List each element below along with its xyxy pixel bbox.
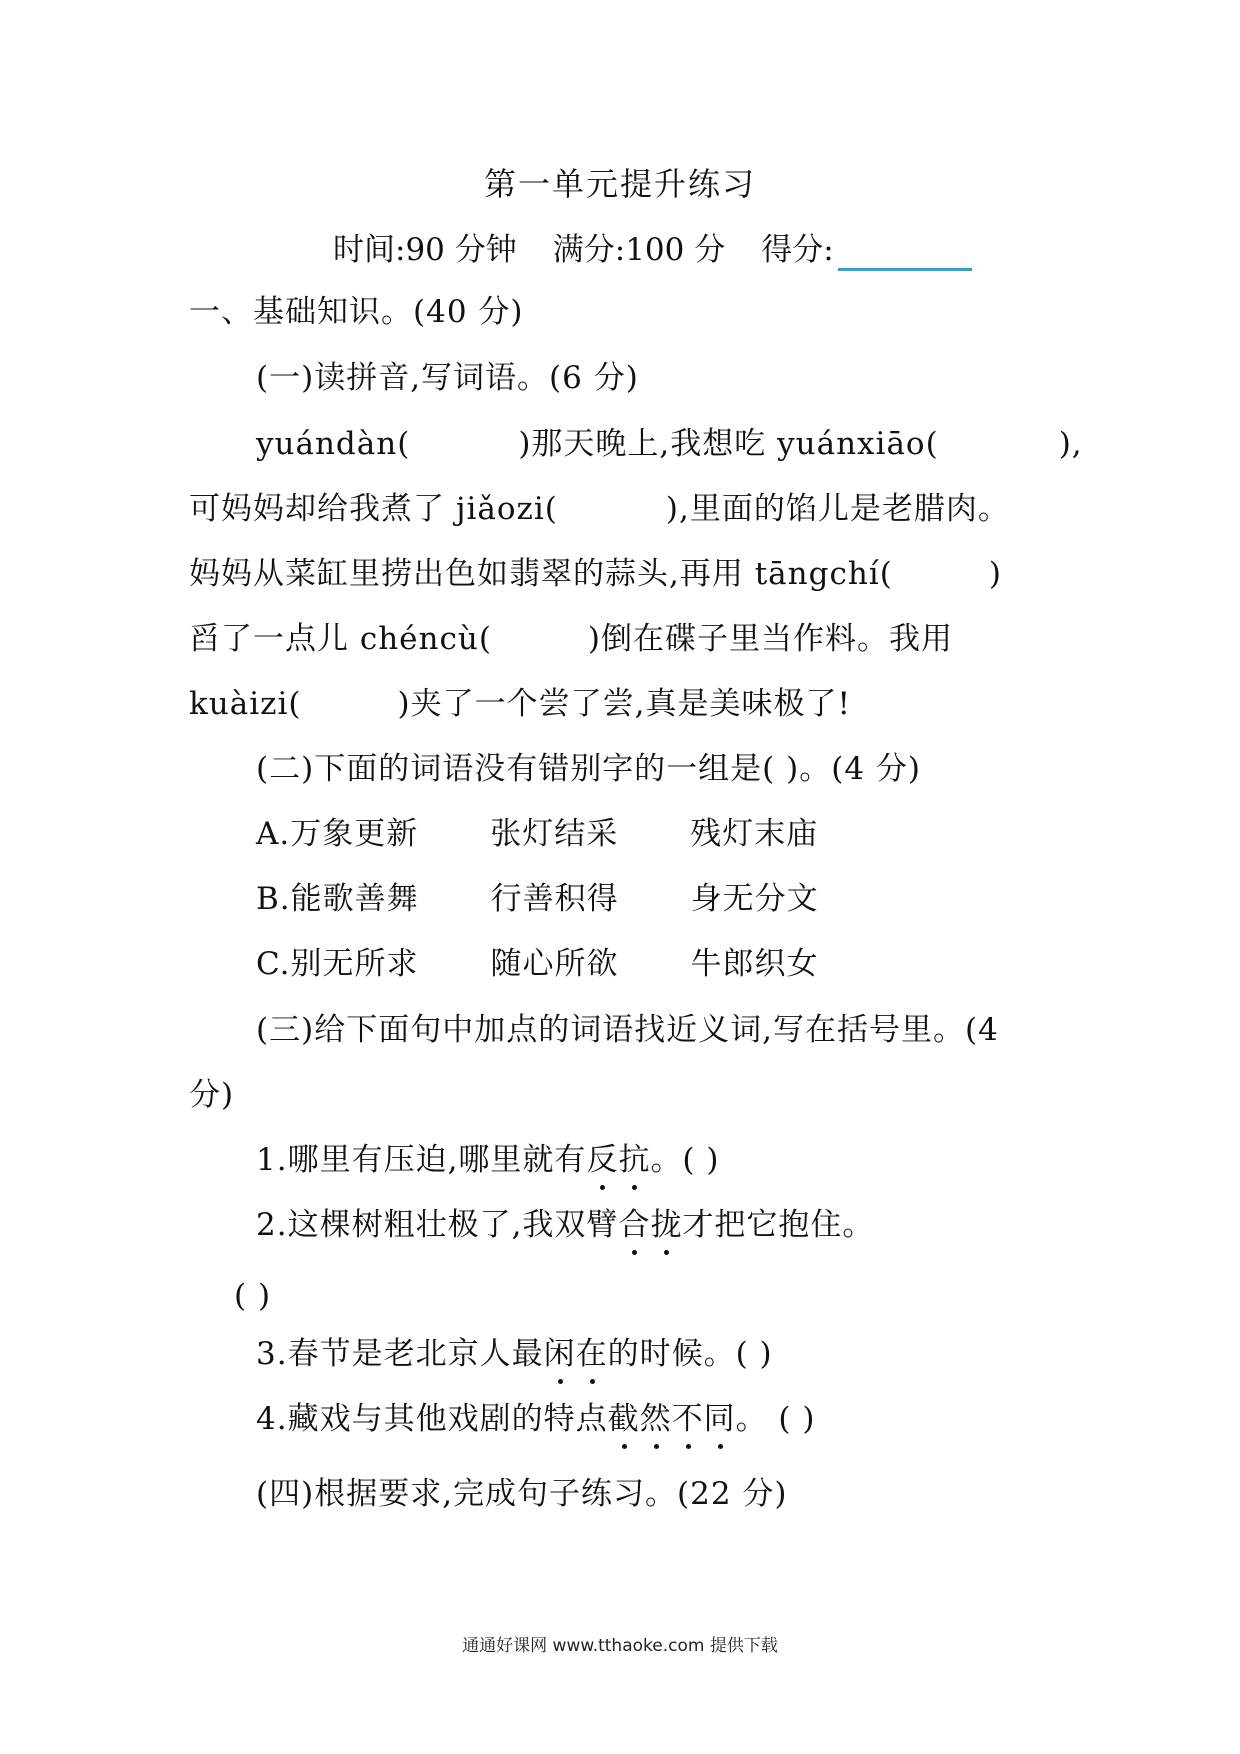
part1-heading: (一)读拼音,写词语。(6 分) xyxy=(256,360,639,396)
footer-credit: 通通好课网 www.tthaoke.com 提供下载 xyxy=(462,1636,778,1656)
question-3 xyxy=(256,1334,773,1374)
option-label: A. xyxy=(256,816,291,852)
option-word: 残灯末庙 xyxy=(690,816,819,852)
option-word: 行善积得 xyxy=(490,881,619,917)
question-2 xyxy=(256,1205,874,1245)
text-segment: ) xyxy=(988,556,1002,592)
option-word: 万象更新 xyxy=(290,816,419,852)
score-label: 得分: xyxy=(761,232,834,268)
text-segment: 舀了一点儿 xyxy=(189,621,360,657)
time-label: 时间:90 分钟 xyxy=(333,232,517,268)
pinyin-yuanxiao: yuánxiāo( xyxy=(777,426,939,462)
answer-blank[interactable]: 。 ( ) xyxy=(735,1401,816,1437)
question-2-blank[interactable]: ( ) xyxy=(234,1278,272,1314)
score-blank[interactable] xyxy=(838,238,972,271)
part4-heading: (四)根据要求,完成句子练习。(22 分) xyxy=(256,1476,788,1512)
question-text: 才把它抱住。 xyxy=(682,1207,875,1243)
pinyin-kuaizi: kuàizi( xyxy=(189,686,302,722)
emphasis-char: 抗 xyxy=(618,1142,651,1178)
dotted-word xyxy=(586,1142,650,1178)
emphasis-char: 然 xyxy=(639,1401,672,1437)
question-text: 1.哪里有压迫,哪里就有 xyxy=(256,1142,587,1178)
part3-heading-cont: 分) xyxy=(189,1077,235,1113)
pinyin-line-3 xyxy=(189,554,1002,594)
option-b xyxy=(256,879,819,919)
question-text: 3.春节是老北京人最 xyxy=(256,1336,544,1372)
text-segment: 可妈妈却给我煮了 xyxy=(189,491,456,527)
pinyin-yuandan: yuándàn( xyxy=(256,426,411,462)
pinyin-line-1 xyxy=(256,424,1083,464)
text-segment: )夹了一个尝了尝,真是美味极了! xyxy=(397,686,851,722)
option-label: C. xyxy=(256,946,291,982)
question-4 xyxy=(256,1399,815,1439)
emphasis-char: 在 xyxy=(575,1336,608,1372)
text-segment: )倒在碟子里当作料。我用 xyxy=(587,621,954,657)
full-score-label: 满分:100 分 xyxy=(552,232,726,268)
emphasis-char: 拢 xyxy=(650,1207,683,1243)
text-segment: ),里面的馅儿是老腊肉。 xyxy=(665,491,1010,527)
dotted-word xyxy=(544,1336,608,1372)
pinyin-line-5 xyxy=(189,684,851,724)
text-segment: )那天晚上,我想吃 xyxy=(518,426,778,462)
pinyin-line-2 xyxy=(189,489,1010,529)
question-text: 4.藏戏与其他戏剧的特点 xyxy=(256,1401,608,1437)
pinyin-jiaozi: jiǎozi( xyxy=(455,491,558,527)
pinyin-chencu: chéncù( xyxy=(359,621,492,657)
question-text: 2.这棵树粗壮极了,我双臂 xyxy=(256,1207,619,1243)
option-c xyxy=(256,944,818,984)
emphasis-char: 不 xyxy=(671,1401,704,1437)
answer-blank[interactable]: 。( ) xyxy=(650,1142,720,1178)
option-label: B. xyxy=(256,881,291,917)
pinyin-tangchi: tāngchí( xyxy=(754,556,893,592)
page-title: 第一单元提升练习 xyxy=(483,165,756,203)
answer-blank[interactable]: 的时候。( ) xyxy=(607,1336,773,1372)
emphasis-char: 反 xyxy=(586,1142,619,1178)
option-word: 身无分文 xyxy=(690,881,819,917)
part2-heading: (二)下面的词语没有错别字的一组是( )。(4 分) xyxy=(256,751,921,787)
dotted-word xyxy=(608,1401,736,1437)
option-word: 别无所求 xyxy=(290,946,419,982)
text-segment: ), xyxy=(1058,426,1083,462)
question-1 xyxy=(256,1140,719,1180)
option-word: 能歌善舞 xyxy=(290,881,419,917)
section1-heading: 一、基础知识。(40 分) xyxy=(189,294,524,330)
option-word: 张灯结采 xyxy=(490,816,619,852)
text-segment: 妈妈从菜缸里捞出色如翡翠的蒜头,再用 xyxy=(189,556,755,592)
emphasis-char: 截 xyxy=(607,1401,640,1437)
pinyin-line-4 xyxy=(189,619,953,659)
exam-meta xyxy=(333,229,972,271)
emphasis-char: 闲 xyxy=(543,1336,576,1372)
emphasis-char: 合 xyxy=(618,1207,651,1243)
option-word: 随心所欲 xyxy=(490,946,619,982)
option-word: 牛郎织女 xyxy=(690,946,819,982)
emphasis-char: 同 xyxy=(703,1401,736,1437)
part3-heading: (三)给下面句中加点的词语找近义词,写在括号里。(4 xyxy=(256,1012,999,1048)
dotted-word xyxy=(618,1207,682,1243)
option-a xyxy=(256,814,818,854)
